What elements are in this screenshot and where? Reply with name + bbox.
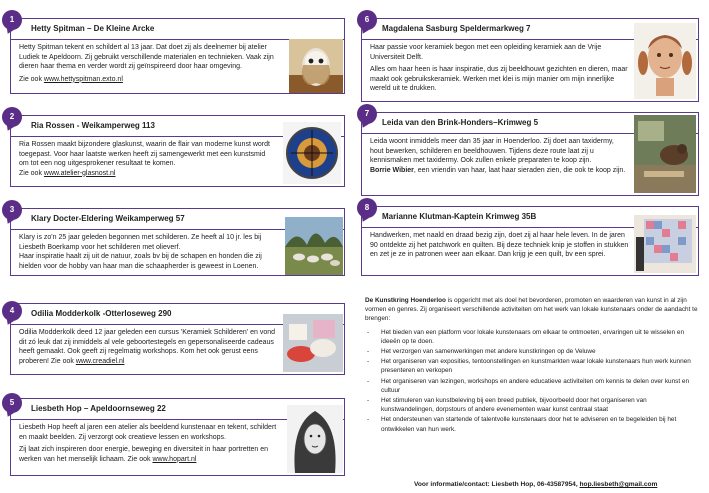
- card-title: Hetty Spitman – De Kleine Arcke: [31, 24, 155, 33]
- quilt-image: [634, 215, 696, 273]
- list-item: - Het stimuleren van kunstbeleving bij een breed publiek, bijvoorbeeld door het organiseren van kunstwandelingen, dorpstours of andere evenementen waar kunst centraal staat: [365, 396, 701, 414]
- ceramic-head-image: [634, 23, 696, 99]
- card-body: [19, 233, 281, 274]
- activity-list: [365, 328, 701, 434]
- kunstkring-name: De Kunstkring Hoenderloo: [365, 297, 446, 304]
- card-paragraph: Zie ook: [19, 169, 44, 177]
- card-header: [11, 19, 344, 40]
- card-title: Leida van den Brink-Honders–Krimweg 5: [382, 118, 539, 127]
- ceramics-image: [283, 314, 343, 372]
- card-body: [370, 231, 632, 263]
- artist-card-1: [10, 18, 345, 94]
- card-title: Liesbeth Hop – Apeldoornseweg 22: [31, 404, 166, 413]
- list-item: - Het ondersteunen van startende of talentvolle kunstenaars door het te adviseren en te begeleiden bij het ontwikkelen van hun werk.: [365, 415, 701, 433]
- glass-art-image: [283, 122, 341, 184]
- number-badge: 5: [2, 393, 22, 413]
- card-title: Magdalena Sasburg Speldermarkweg 7: [382, 24, 531, 33]
- card-paragraph: Haar passie voor keramiek begon met een opleiding keramiek aan de Vrije Universiteit Delft.: [370, 44, 602, 61]
- artist-card-3: [10, 208, 345, 276]
- number-badge: 6: [357, 10, 377, 30]
- card-paragraph: Leida woont inmiddels meer dan 35 jaar in Hoenderloo. Zij doet aan taxidermy, hout bewerken, schilderen en beeldhouwen. Tijdens deze route laat zij u kennismaken met taxidermy. Ook zullen enkele preparaten te koop zijn.: [370, 138, 614, 165]
- number-badge: 3: [2, 200, 22, 220]
- owl-painting-image: [289, 39, 343, 93]
- card-paragraph: Handwerken, met naald en draad bezig zijn, doet zij al haar hele leven. In de jaren 90 ontdekte zij het patchwork en quilten. Bij deze techniek knip je stoffen in stukken en zet je ze in patronen weer aan elkaar. Dan krijg je een quilt, bv een sprei.: [370, 232, 629, 259]
- number-badge: 1: [2, 10, 22, 30]
- card-body: [370, 43, 628, 97]
- taxidermy-image: [634, 115, 696, 193]
- artist-website-link[interactable]: www.hettyspitman.exto.nl: [43, 75, 123, 83]
- card-paragraph: , een vriendin van haar, laat haar sieraden zien, die ook te koop zijn.: [413, 166, 626, 174]
- card-title: Marianne Klutman-Kaptein Krimweg 35B: [382, 212, 537, 221]
- artist-card-5: [10, 398, 345, 476]
- list-item: - Het organiseren van exposities, tentoonstellingen en kunstmarkten waar lokale kunstenaars hun werk kunnen presenteren en verkopen: [365, 357, 701, 375]
- card-body: [19, 43, 281, 87]
- contact-line: [414, 481, 657, 488]
- kunstkring-section: [365, 296, 701, 435]
- card-title: Odilia Modderkolk -Otterloseweg 290: [31, 309, 172, 318]
- contact-label: Voor informatie/contact: Liesbeth Hop, 06-43587954,: [414, 481, 580, 488]
- portrait-drawing-image: [287, 405, 343, 473]
- card-paragraph: Ria Rossen maakt bijzondere glaskunst, waarin de flair van moderne kunst wordt toegepast. Voor haar laatste werken heeft zij samengewerkt met een kunstsmid om tot een nog uitgesprokener resultaat te komen.: [19, 141, 270, 168]
- card-paragraph: Alles om haar heen is haar inspiratie, dus zij beeldhouwt gezichten en dieren, maar maakt ook gebruikskeramiek. Werken met klei is mijn manier om mijn innerlijke wereld uit te drukken.: [370, 66, 628, 93]
- sheep-painting-image: [285, 217, 343, 275]
- artist-card-7: [361, 112, 699, 196]
- artist-card-6: [361, 18, 699, 102]
- card-title: Klary Docter-Eldering Weikamperweg 57: [31, 214, 185, 223]
- friend-name: Borrie Wibier: [370, 166, 414, 174]
- card-paragraph: Klary is zo'n 25 jaar geleden begonnen met schilderen. Ze heeft al 10 jr. les bij Liesbeth Boerkamp voor het schilderen met olieverf.: [19, 234, 262, 251]
- list-item: - Het bieden van een platform voor lokale kunstenaars om elkaar te ontmoeten, ervaringen uit te wisselen en ideeën op te doen.: [365, 328, 701, 346]
- card-title: Ria Rossen - Weikamperweg 113: [31, 121, 155, 130]
- card-paragraph: Haar inspiratie haalt zij uit de natuur, zoals bv bij de schapen en honden die zij hielden voor de hobby van haar man die schaapherder is geweest in Loenen.: [19, 253, 262, 270]
- kunstkring-description: is opgericht met als doel het bevorderen, promoten en waarderen van kunst in al zijn vormen en genres. Zij organiseert verschillende activiteiten om het werk van lokale kunstenaars onder de aandacht te brengen:: [365, 297, 698, 323]
- artist-website-link[interactable]: www.atelier-glasnost.nl: [43, 169, 116, 177]
- artist-website-link[interactable]: www.hopart.nl: [152, 455, 197, 463]
- kunstkring-intro: [365, 296, 701, 324]
- number-badge: 7: [357, 104, 377, 124]
- card-body: [19, 140, 275, 181]
- card-body: [370, 137, 628, 178]
- artist-card-4: [10, 303, 345, 375]
- number-badge: 2: [2, 107, 22, 127]
- card-paragraph: Zij laat zich inspireren door energie, beweging en diversiteit in haar portretten en werken van het menselijk lichaam. Zie ook: [19, 446, 269, 463]
- artist-card-2: [10, 115, 345, 187]
- artist-card-8: [361, 206, 699, 276]
- card-paragraph: Liesbeth Hop heeft al jaren een atelier als beeldend kunstenaar en tekent, schildert en maakt beelden. Zij verzorgt ook creatieve lessen en workshops.: [19, 424, 277, 441]
- card-paragraph: Odilia Modderkolk deed 12 jaar geleden een cursus 'Keramiek Schilderen' en vond dit zó leuk dat zij inmiddels al vele geboortestegels en gepersonaliseerde cadeaus heeft gemaakt. Ook geeft zij regelmatig workshops. Kom het ook gerust eens proberen! Zie ook: [19, 329, 275, 365]
- card-body: [19, 423, 281, 467]
- card-body: [19, 328, 281, 369]
- contact-email-link[interactable]: hop.liesbeth@gmail.com: [579, 481, 658, 488]
- number-badge: 4: [2, 301, 22, 321]
- list-item: - Het organiseren van lezingen, workshops en andere educatieve activiteiten om kennis te delen over kunst en cultuur: [365, 377, 701, 395]
- artist-website-link[interactable]: www.creadiel.nl: [75, 357, 125, 365]
- card-paragraph: Hetty Spitman tekent en schildert al 13 jaar. Dat doet zij als deelnemer bij atelier Ludiek te Apeldoorn. Zij gebruikt verschillende materialen en technieken. Vaak zijn dieren haar thema en verder wordt zij geïnspireerd door haar omgeving.: [19, 44, 274, 71]
- list-item: - Het verzorgen van samenwerkingen met andere kunstkringen op de Veluwe: [365, 347, 701, 356]
- number-badge: 8: [357, 198, 377, 218]
- card-paragraph: Zie ook: [19, 75, 44, 83]
